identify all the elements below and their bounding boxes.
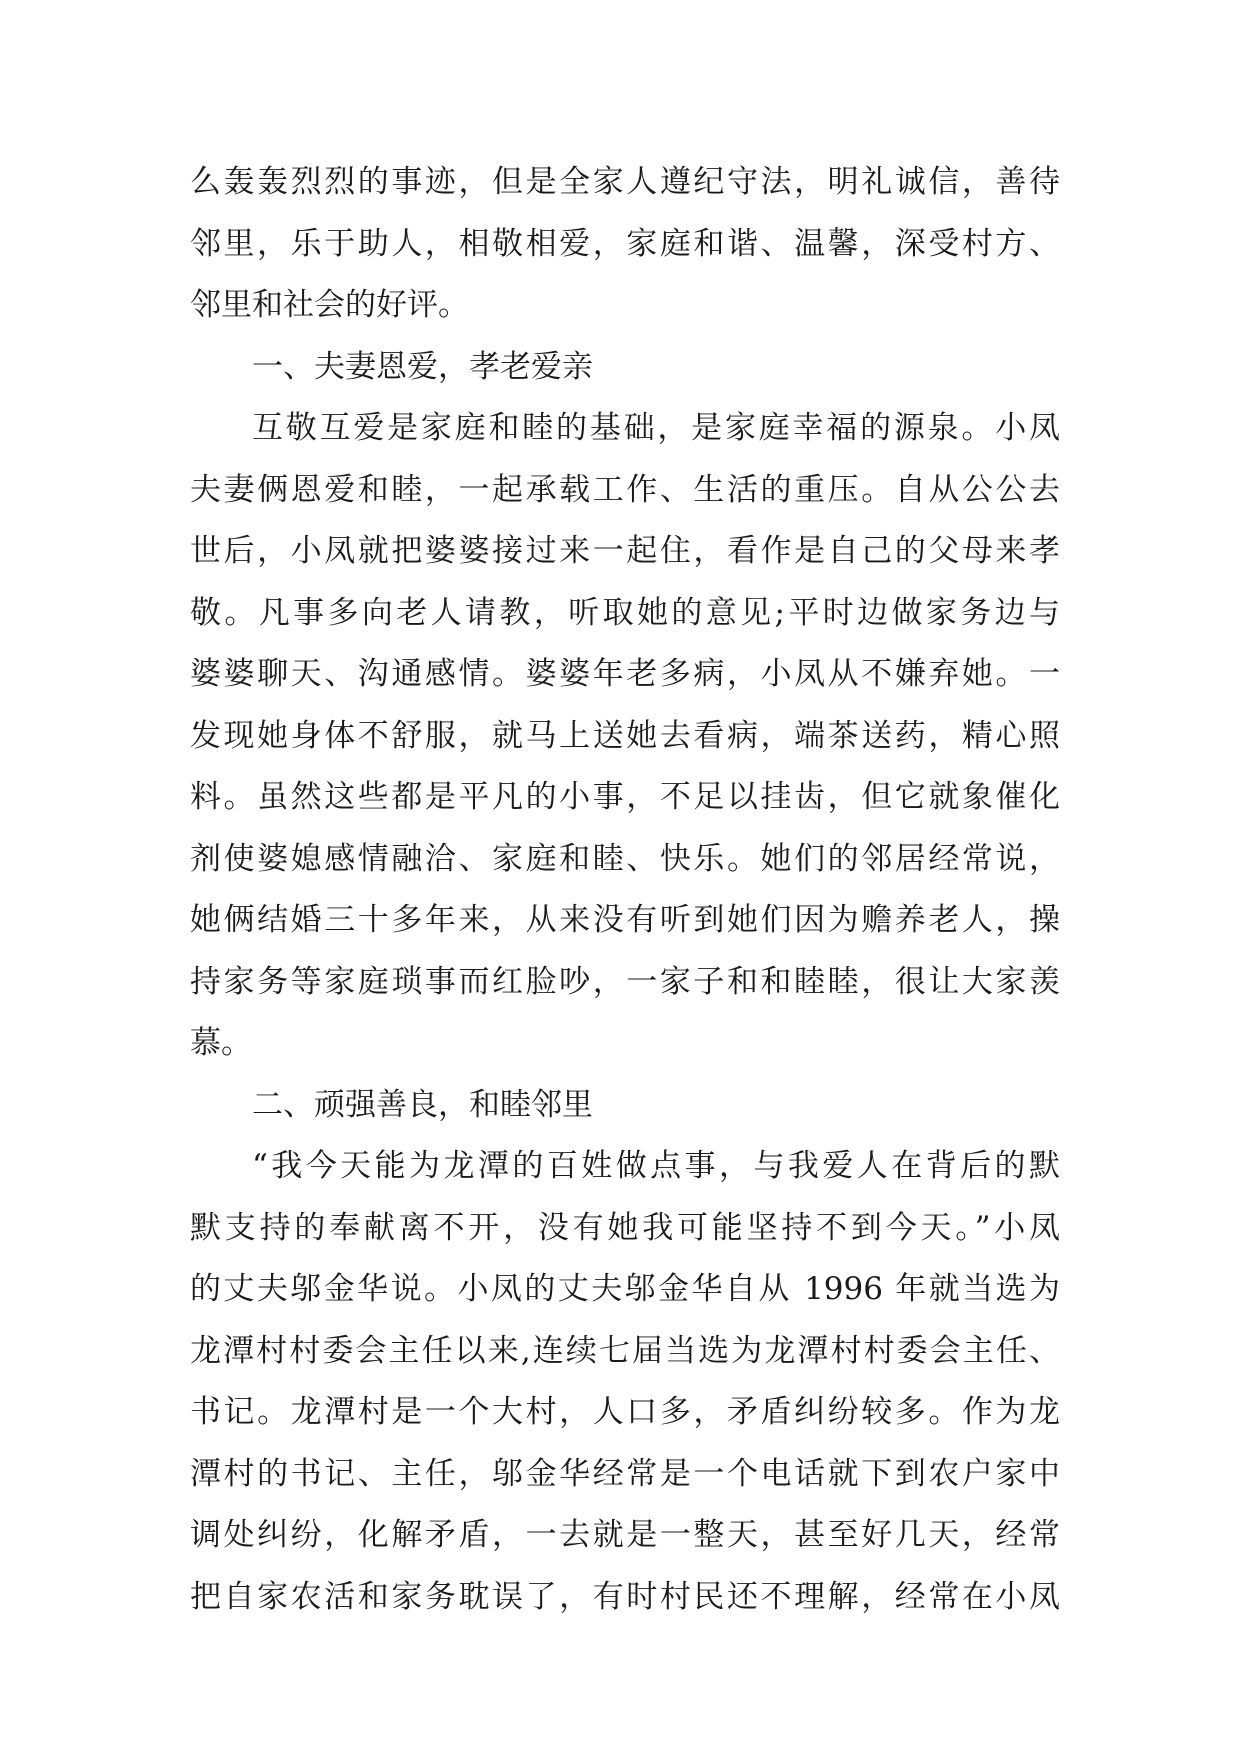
text-line: 的丈夫邬金华说。小凤的丈夫邬金华自从 1996 年就当选为 <box>190 1271 1060 1307</box>
text-line: 夫妻俩恩爱和睦，一起承载工作、生活的重压。自从公公去 <box>190 471 1060 508</box>
document-body <box>190 152 1060 1628</box>
text-line: 书记。龙潭村是一个大村，人口多，矛盾纠纷较多。作为龙 <box>190 1394 1060 1430</box>
text-line: 调处纠纷，化解矛盾，一去就是一整天，甚至好几天，经常 <box>190 1517 1060 1553</box>
text-line: 发现她身体不舒服，就马上送她去看病，端茶送药，精心照 <box>190 717 1060 754</box>
text-line: 剂使婆媳感情融洽、家庭和睦、快乐。她们的邻居经常说， <box>190 840 1060 877</box>
paragraph-first-line: 互敬互爱是家庭和睦的基础，是家庭幸福的源泉。小凤 <box>252 410 1060 446</box>
text-line: 把自家农活和家务耽误了，有时村民还不理解，经常在小凤 <box>190 1578 1060 1615</box>
text-line: 么轰轰烈烈的事迹，但是全家人遵纪守法，明礼诚信，善待 <box>190 164 1060 200</box>
text-line: 世后，小凤就把婆婆接过来一起住，看作是自己的父母来孝 <box>190 533 1060 569</box>
text-line: 她俩结婚三十多年来，从来没有听到她们因为赡养老人，操 <box>190 902 1060 938</box>
text-line: 敬。凡事多向老人请教，听取她的意见;平时边做家务边与 <box>190 594 1060 631</box>
text-line: 默支持的奉献离不开，没有她我可能坚持不到今天。”小凤 <box>190 1209 1060 1246</box>
text-line: 龙潭村村委会主任以来,连续七届当选为龙潭村村委会主任、 <box>190 1332 1060 1369</box>
paragraph-first-line: “我今天能为龙潭的百姓做点事，与我爱人在背后的默 <box>252 1148 1060 1184</box>
section-heading: 二、顽强善良，和睦邻里 <box>252 1086 593 1123</box>
text-line: 料。虽然这些都是平凡的小事，不足以挂齿，但它就象催化 <box>190 779 1060 815</box>
text-line: 婆婆聊天、沟通感情。婆婆年老多病，小凤从不嫌弃她。一 <box>190 656 1060 692</box>
text-line: 邻里，乐于助人，相敬相爱，家庭和谐、温馨，深受村方、 <box>190 225 1060 262</box>
section-heading: 一、夫妻恩爱，孝老爱亲 <box>252 348 593 385</box>
text-line: 潭村的书记、主任，邬金华经常是一个电话就下到农户家中 <box>190 1455 1060 1492</box>
text-line: 慕。 <box>190 1025 252 1061</box>
text-line: 持家务等家庭琐事而红脸吵，一家子和和睦睦，很让大家羡 <box>190 963 1060 1000</box>
text-line: 邻里和社会的好评。 <box>190 287 469 323</box>
